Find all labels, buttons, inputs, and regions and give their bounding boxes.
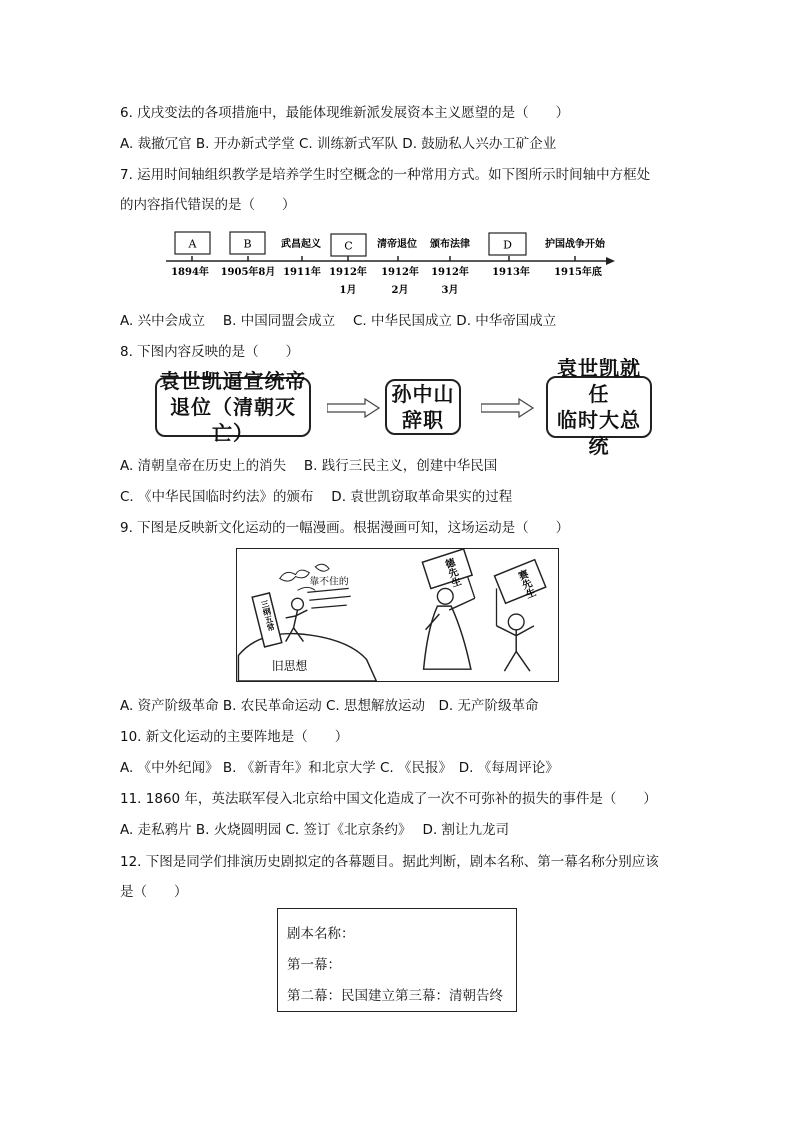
flow-box-abdication-line2: 退位（清朝灭亡） bbox=[170, 395, 296, 445]
timeline-box-d-label: D bbox=[503, 238, 512, 252]
q12-stem-line1: 12. 下图是同学们排演历史剧拟定的各幕题目。据此判断，剧本名称、第一幕名称分别应该 bbox=[120, 854, 659, 870]
flow-box-sun-resign-line1: 孙中山 bbox=[391, 382, 455, 406]
flow-box-yuan-president bbox=[546, 356, 652, 458]
q7-stem-line1: 7. 运用时间轴组织教学是培养学生时空概念的一种常用方式。如下图所示时间轴中方框处 bbox=[120, 167, 651, 183]
timeline-arrowhead bbox=[606, 257, 615, 265]
flow-box-yuan-president-line1: 袁世凯就任 bbox=[557, 356, 641, 406]
q10-stem: 10. 新文化运动的主要阵地是（ ） bbox=[120, 729, 349, 745]
flow-arrow-2 bbox=[481, 398, 535, 418]
flow-box-sun-resign-line2: 辞职 bbox=[402, 408, 444, 432]
timeline-event-abdicate: 清帝退位 bbox=[377, 239, 417, 250]
flow-arrow-1 bbox=[327, 398, 381, 418]
q10-options: A. 《中外纪闻》 B. 《新青年》和北京大学 C. 《民报》 D. 《每周评论》 bbox=[120, 760, 559, 776]
flow-box-abdication-line1: 袁世凯逼宣统帝 bbox=[159, 369, 307, 393]
script-box-line3: 第二幕：民国建立第三幕：清朝告终 bbox=[287, 988, 503, 1004]
timeline-event-protect: 护国战争开始 bbox=[545, 239, 605, 250]
timeline-box-b-label: B bbox=[243, 237, 252, 251]
timeline-date-1912-feb-month: 2月 bbox=[391, 285, 409, 296]
timeline-date-1912-jan-month: 1月 bbox=[339, 285, 357, 296]
flow-box-sun-resign bbox=[385, 379, 461, 435]
q12-stem-line2: 是（ ） bbox=[120, 884, 188, 900]
q7-options: A. 兴中会成立 B. 中国同盟会成立 C. 中华民国成立 D. 中华帝国成立 bbox=[120, 313, 557, 329]
q6-stem: 6. 戊戌变法的各项措施中，最能体现维新派发展资本主义愿望的是（ ） bbox=[120, 105, 570, 121]
cartoon-flag-2-text: 赛先生 bbox=[515, 568, 537, 601]
q6-options: A. 裁撤冗官 B. 开办新式学堂 C. 训练新式军队 D. 鼓励私人兴办工矿企业 bbox=[120, 136, 557, 152]
timeline-event-law: 颁布法律 bbox=[430, 239, 470, 250]
timeline-date-1912-feb: 1912年 bbox=[381, 267, 419, 278]
timeline-date-1913: 1913年 bbox=[492, 267, 530, 278]
timeline-date-1911: 1911年 bbox=[283, 267, 321, 278]
q9-stem: 9. 下图是反映新文化运动的一幅漫画。根据漫画可知，这场运动是（ ） bbox=[120, 520, 570, 536]
timeline-date-1905: 1905年8月 bbox=[220, 267, 276, 278]
flow-box-yuan-president-line2: 临时大总统 bbox=[557, 408, 641, 458]
script-title-box bbox=[277, 908, 517, 1012]
q11-options: A. 走私鸦片 B. 火烧圆明园 C. 签订《北京条约》 D. 割让九龙司 bbox=[120, 822, 510, 838]
timeline-event-wuchang: 武昌起义 bbox=[281, 239, 321, 250]
timeline-date-1912-mar-month: 3月 bbox=[441, 285, 459, 296]
new-culture-cartoon bbox=[236, 548, 559, 682]
timeline-box-c-label: C bbox=[344, 239, 353, 253]
script-box-line1: 剧本名称： bbox=[287, 926, 355, 942]
timeline-figure bbox=[160, 228, 620, 298]
timeline-date-1912-jan: 1912年 bbox=[329, 267, 367, 278]
cartoon-sign-left-text: 三纲五常 bbox=[259, 599, 277, 632]
flow-box-abdication bbox=[155, 369, 311, 445]
q7-stem-line2: 的内容指代错误的是（ ） bbox=[120, 197, 296, 213]
script-box-line2: 第一幕： bbox=[287, 957, 341, 973]
q8-options-line1: A. 清朝皇帝在历史上的消失 B. 践行三民主义，创建中华民国 bbox=[120, 458, 498, 474]
timeline-date-1894: 1894年 bbox=[171, 267, 209, 278]
q11-stem: 11. 1860 年，英法联军侵入北京给中国文化造成了一次不可弥补的损失的事件是（ ） bbox=[120, 791, 657, 807]
cartoon-flag-1-text: 德先生 bbox=[442, 557, 462, 589]
q9-options: A. 资产阶级革命 B. 农民革命运动 C. 思想解放运动 D. 无产阶级革命 bbox=[120, 698, 539, 714]
timeline-box-a-label: A bbox=[188, 237, 197, 251]
q8-stem: 8. 下图内容反映的是（ ） bbox=[120, 344, 300, 360]
cartoon-label-old-thought: 旧思想 bbox=[271, 659, 308, 674]
timeline-date-1915: 1915年底 bbox=[554, 267, 602, 278]
cartoon-label-unreliable: 靠不住的 bbox=[309, 576, 349, 588]
q8-options-line2: C. 《中华民国临时约法》的颁布 D. 袁世凯窃取革命果实的过程 bbox=[120, 489, 513, 505]
timeline-date-1912-mar: 1912年 bbox=[431, 267, 469, 278]
